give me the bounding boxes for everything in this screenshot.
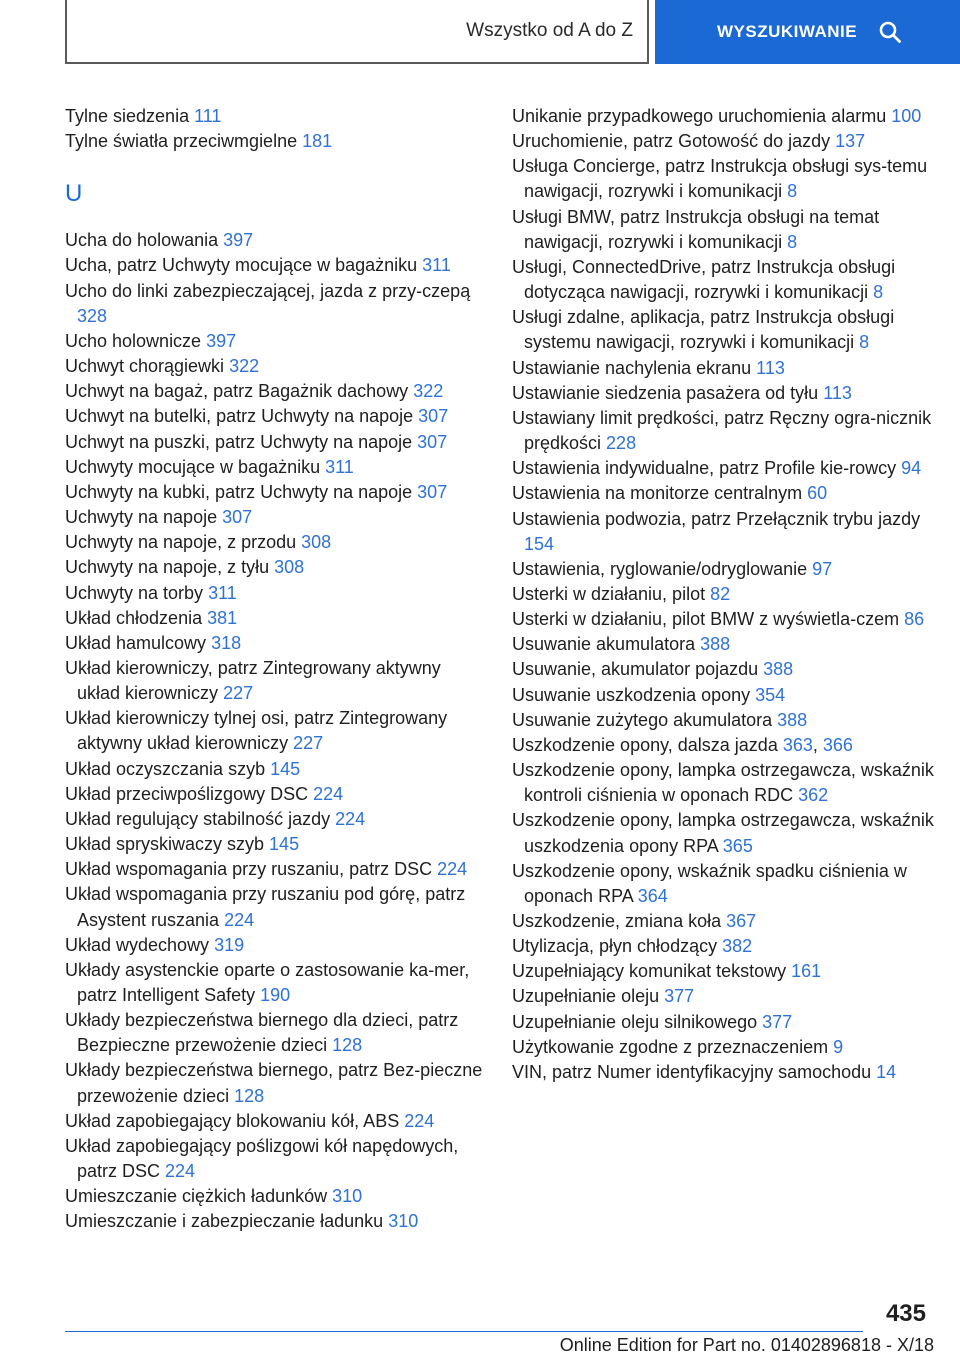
index-entry [65, 882, 485, 932]
index-entry [512, 808, 942, 858]
index-entry [65, 430, 485, 455]
page-link[interactable]: 322 [229, 356, 260, 377]
index-entry [512, 507, 942, 557]
page-link[interactable]: 14 [876, 1061, 897, 1082]
index-entry-text: Usługi, ConnectedDrive, patrz Instrukcja obsługi dotycząca nawigacji, rozrywki i komunikacji [512, 256, 896, 303]
index-entry [512, 657, 942, 682]
index-entry [65, 480, 485, 505]
index-entry-text: Uchwyty na kubki, patrz Uchwyty na napoje [65, 481, 418, 502]
index-entry [65, 253, 485, 278]
page-link[interactable]: 364 [637, 885, 668, 906]
index-entry-text: Unikanie przypadkowego uruchomienia alarmu [512, 106, 892, 126]
page-link[interactable]: 382 [722, 936, 753, 957]
index-entry-text: Usługa Concierge, patrz Instrukcja obsługi sys-temu nawigacji, rozrywki i komunikacji [512, 156, 928, 202]
index-entry [65, 933, 485, 958]
index-entry [512, 129, 942, 154]
index-entry-text: Ustawienia indywidualne, patrz Profile kie-rowcy [512, 458, 902, 479]
index-entry-text: Układ wspomagania przy ruszaniu pod górę, patrz Asystent ruszania [65, 884, 466, 930]
page-link[interactable]: 307 [418, 406, 449, 427]
index-entry-text: Uruchomienie, patrz Gotowość do jazdy [512, 131, 836, 152]
index-entry-text: Ucho do linki zabezpieczającej, jazda z przy-czepą [65, 280, 471, 301]
index-entry [65, 228, 485, 253]
index-entry-text: Użytkowanie zgodne z przeznaczeniem [512, 1036, 834, 1057]
index-entry [65, 606, 485, 631]
page-link[interactable]: 82 [710, 583, 731, 604]
index-entry [65, 455, 485, 480]
index-entry [65, 757, 485, 782]
page-link[interactable]: 224 [437, 859, 468, 880]
index-entry [512, 582, 942, 607]
index-entry [65, 1058, 485, 1108]
index-entry [65, 1209, 485, 1234]
index-entry-text: Uzupełnianie oleju silnikowego [512, 1011, 763, 1032]
page-link[interactable]: 308 [274, 557, 305, 578]
index-entry [65, 354, 485, 379]
index-entry [65, 1134, 485, 1184]
page-link[interactable]: 318 [211, 632, 242, 653]
index-entry [65, 1008, 485, 1058]
index-entry-text: Ustawienia, ryglowanie/odryglowanie [512, 558, 813, 579]
index-entry [512, 205, 942, 255]
page-link[interactable]: 397 [223, 230, 254, 251]
index-entry-text: Utylizacja, płyn chłodzący [512, 936, 723, 957]
page-link[interactable]: 377 [762, 1011, 793, 1032]
index-entry [65, 129, 485, 154]
index-entry [512, 406, 942, 456]
page-link[interactable]: 190 [260, 985, 291, 1005]
index-entry [65, 782, 485, 807]
page-link[interactable]: 322 [413, 381, 444, 402]
index-entry-text: Układy bezpieczeństwa biernego dla dzieci, patrz Bezpieczne przewożenie dzieci [65, 1010, 459, 1056]
page-link[interactable]: 310 [332, 1186, 363, 1207]
page-link[interactable]: 311 [325, 456, 354, 477]
index-entry [512, 1010, 942, 1035]
index-entry-text: Tylne siedzenia [65, 106, 195, 126]
top-navigation [0, 0, 960, 64]
index-entry [65, 1109, 485, 1134]
page-link[interactable]: 145 [270, 758, 301, 779]
index-entry-text: Ucha, patrz Uchwyty mocujące w bagażniku [65, 255, 423, 276]
index-entry-text: Uzupełnianie oleju [512, 986, 665, 1007]
index-entry [65, 555, 485, 580]
index-entry-text: Układ hamulcowy [65, 632, 212, 653]
index-entry [512, 1060, 942, 1085]
page-link[interactable]: 128 [332, 1035, 363, 1056]
page-link[interactable]: 94 [901, 458, 922, 479]
page-link[interactable]: 307 [222, 507, 253, 528]
page-link[interactable]: 308 [301, 532, 332, 553]
index-entry-text: Umieszczanie ciężkich ładunków [65, 1186, 333, 1207]
index-entry [512, 305, 942, 355]
index-entry-text: Ustawianie siedzenia pasażera od tyłu [512, 382, 824, 403]
index-entry [512, 632, 942, 657]
index-entry [65, 656, 485, 706]
page-link[interactable]: 377 [664, 986, 695, 1007]
index-entry-text: Usuwanie zużytego akumulatora [512, 709, 778, 730]
index-column-left [65, 104, 485, 1235]
page-link[interactable]: 397 [206, 330, 237, 351]
index-entry [512, 381, 942, 406]
index-entry [65, 279, 485, 329]
page-number: 435 [885, 1300, 926, 1327]
index-entry-text: Układ zapobiegający blokowaniu kół, ABS [65, 1110, 405, 1131]
index-entry-text: Uszkodzenie, zmiana koła [512, 911, 727, 931]
index-entry [65, 329, 485, 354]
page-link[interactable]: 365 [722, 835, 753, 856]
page-link[interactable]: 381 [207, 607, 238, 628]
index-entry-text: Uchwyty na napoje [65, 507, 223, 528]
index-entry-text: Układy bezpieczeństwa biernego, patrz Bez-pieczne przewożenie dzieci [65, 1060, 483, 1106]
index-entry [65, 631, 485, 656]
index-entry-text: Usuwanie akumulatora [512, 634, 701, 655]
page-link[interactable]: 8 [859, 332, 870, 353]
page-link[interactable]: 227 [293, 733, 324, 754]
footer-edition: Online Edition for Part no. 01402896818 - X/18 [559, 1335, 934, 1355]
page-link[interactable]: 310 [388, 1211, 419, 1232]
index-entry [65, 530, 485, 555]
page-link[interactable]: 113 [756, 357, 785, 378]
tab-search-label: WYSZUKIWANIE [717, 22, 858, 41]
index-entry [512, 859, 942, 909]
page-link[interactable]: 8 [873, 282, 884, 303]
index-entry [512, 607, 942, 632]
index-entry [512, 934, 942, 959]
index-entries-main [65, 228, 485, 1234]
index-entries-top [65, 104, 485, 154]
index-entry [65, 379, 485, 404]
index-entry-text: Układ kierowniczy tylnej osi, patrz Zintegrowany aktywny układ kierowniczy [65, 708, 448, 754]
page-link[interactable]: 8 [787, 181, 798, 202]
index-entry-text: Uchwyt na butelki, patrz Uchwyty na napoje [65, 406, 419, 427]
section-letter: U [65, 180, 83, 208]
index-entry-text: Układ przeciwpoślizgowy DSC [65, 783, 314, 804]
index-entry-text: Układ wspomagania przy ruszaniu, patrz DSC [65, 859, 438, 880]
index-entry [512, 984, 942, 1009]
index-entry-text: Usterki w działaniu, pilot [512, 583, 711, 604]
page-link[interactable]: 224 [404, 1110, 435, 1131]
tab-a-to-z[interactable] [65, 0, 649, 64]
index-entry [512, 255, 942, 305]
search-icon [879, 21, 901, 43]
index-entry-text: Układ spryskiwaczy szyb [65, 834, 270, 855]
index-entry [512, 481, 942, 506]
index-entry [65, 857, 485, 882]
page-link[interactable]: 224 [313, 783, 344, 804]
index-entry-text: Uzupełniający komunikat tekstowy [512, 961, 792, 982]
page-link[interactable]: 100 [891, 106, 922, 126]
index-entry [512, 456, 942, 481]
index-entry-text: Układ chłodzenia [65, 607, 208, 628]
index-entry [512, 909, 942, 934]
page-link[interactable]: 224 [335, 808, 366, 829]
index-entry-text: Uchwyty na napoje, z tyłu [65, 557, 275, 578]
index-entry [65, 832, 485, 857]
footer-divider [65, 1331, 863, 1332]
index-entry-text: Ucha do holowania [65, 230, 224, 251]
page-link[interactable]: 354 [755, 684, 786, 705]
index-entry-text: Usuwanie, akumulator pojazdu [512, 659, 764, 680]
index-entry [512, 356, 942, 381]
index-entry-text: Ustawienia na monitorze centralnym [512, 483, 808, 504]
index-entry [512, 758, 942, 808]
page-link[interactable]: 311 [422, 255, 451, 276]
index-entry-text: Tylne światła przeciwmgielne [65, 131, 303, 152]
page-link[interactable]: 8 [787, 231, 798, 252]
index-entry-text: Ustawianie nachylenia ekranu [512, 357, 757, 378]
index-entry [65, 958, 485, 1008]
page-link[interactable]: 86 [904, 609, 925, 630]
index-entry [65, 505, 485, 530]
index-entry-text: Uszkodzenie opony, lampka ostrzegawcza, wskaźnik kontroli ciśnienia w oponach RDC [512, 760, 934, 806]
tab-a-to-z-label: Wszystko od A do Z [466, 20, 633, 41]
index-entry [65, 581, 485, 606]
index-entry-text: Uszkodzenie opony, wskaźnik spadku ciśnienia w oponach RPA [512, 860, 907, 906]
index-entry-text: Usługi zdalne, aplikacja, patrz Instrukcja obsługi systemu nawigacji, rozrywki i komunikacji [512, 307, 895, 353]
index-entry [512, 733, 942, 758]
index-entry-text: Uchwyt na bagaż, patrz Bagażnik dachowy [65, 381, 414, 402]
index-entry-text: Układ kierowniczy, patrz Zintegrowany aktywny układ kierowniczy [65, 657, 441, 704]
index-entry-text: Uchwyt chorągiewki [65, 356, 230, 377]
page-link[interactable]: 307 [417, 481, 448, 502]
index-entry-text: Układ zapobiegający poślizgowi kół napędowych, patrz DSC [65, 1135, 459, 1182]
page-link[interactable]: 227 [223, 683, 254, 704]
page-link[interactable]: 154 [524, 533, 555, 554]
index-entry-text: VIN, patrz Numer identyfikacyjny samochodu [512, 1061, 877, 1082]
page-link[interactable]: 311 [208, 582, 237, 603]
index-entry-text: Ustawiany limit prędkości, patrz Ręczny ogra-nicznik prędkości [512, 407, 932, 454]
page-link[interactable]: 388 [777, 709, 808, 730]
index-entry [512, 154, 942, 204]
page-link[interactable]: 137 [835, 131, 866, 152]
page-link[interactable]: 97 [812, 558, 833, 579]
index-entry [512, 557, 942, 582]
index-entry-text: Ucho holownicze [65, 330, 207, 351]
page-link[interactable]: 60 [807, 483, 828, 504]
index-entry [512, 959, 942, 984]
index-entry [512, 104, 942, 129]
index-entry [65, 404, 485, 429]
index-entry [65, 1184, 485, 1209]
index-entry-text: Uszkodzenie opony, dalsza jazda [512, 734, 783, 755]
index-entry [512, 1035, 942, 1060]
page-link[interactable]: 388 [700, 634, 731, 655]
index-entry-text: Uchwyty mocujące w bagażniku [65, 456, 326, 477]
page-link[interactable]: 228 [606, 433, 637, 454]
index-column-right [512, 104, 942, 1085]
index-entry-text: Umieszczanie i zabezpieczanie ładunku [65, 1211, 389, 1232]
page-separator: , [812, 734, 823, 755]
index-entry [65, 104, 485, 129]
page-link[interactable]: 181 [302, 131, 333, 152]
index-entry-text: Układ regulujący stabilność jazdy [65, 808, 336, 829]
page-link[interactable]: 9 [833, 1036, 844, 1057]
index-entry-text: Uszkodzenie opony, lampka ostrzegawcza, wskaźnik uszkodzenia opony RPA [512, 810, 934, 856]
page-link[interactable]: 367 [726, 911, 757, 931]
index-entry [65, 807, 485, 832]
index-entry-text: Uchwyty na torby [65, 582, 209, 603]
page-link[interactable]: 224 [165, 1161, 196, 1182]
index-entry-text: Układy asystenckie oparte o zastosowanie ka-mer, patrz Intelligent Safety [65, 959, 470, 1005]
index-entry-text: Uchwyty na napoje, z przodu [65, 532, 302, 553]
page-link[interactable]: 307 [417, 431, 448, 452]
page-link[interactable]: 224 [224, 909, 255, 930]
index-entry [512, 683, 942, 708]
page-link[interactable]: 362 [798, 785, 829, 806]
index-entries-right [512, 104, 942, 1085]
page-link[interactable]: 145 [269, 834, 300, 855]
tab-search[interactable] [655, 0, 960, 64]
page-link[interactable]: 319 [214, 934, 245, 955]
index-entry-text: Uchwyt na puszki, patrz Uchwyty na napoje [65, 431, 418, 452]
index-entry-text: Usługi BMW, patrz Instrukcja obsługi na temat nawigacji, rozrywki i komunikacji [512, 206, 880, 252]
index-entry-text: Układ wydechowy [65, 934, 215, 955]
index-entry-text: Usterki w działaniu, pilot BMW z wyświetla-czem [512, 609, 905, 630]
index-entry-text: Ustawienia podwozia, patrz Przełącznik trybu jazdy [512, 508, 921, 529]
index-entry [65, 706, 485, 756]
page-link[interactable]: 388 [763, 659, 794, 680]
page-link[interactable]: 366 [822, 734, 853, 755]
index-entry [512, 708, 942, 733]
page-link[interactable]: 128 [234, 1085, 265, 1106]
index-entry-text: Usuwanie uszkodzenia opony [512, 684, 756, 705]
page-link[interactable]: 161 [791, 961, 822, 982]
page-link[interactable]: 328 [77, 305, 108, 326]
page-link[interactable]: 363 [782, 734, 813, 755]
index-entry-text: Układ oczyszczania szyb [65, 758, 271, 779]
page-link[interactable]: 111 [194, 106, 222, 126]
page-link[interactable]: 113 [823, 382, 852, 403]
